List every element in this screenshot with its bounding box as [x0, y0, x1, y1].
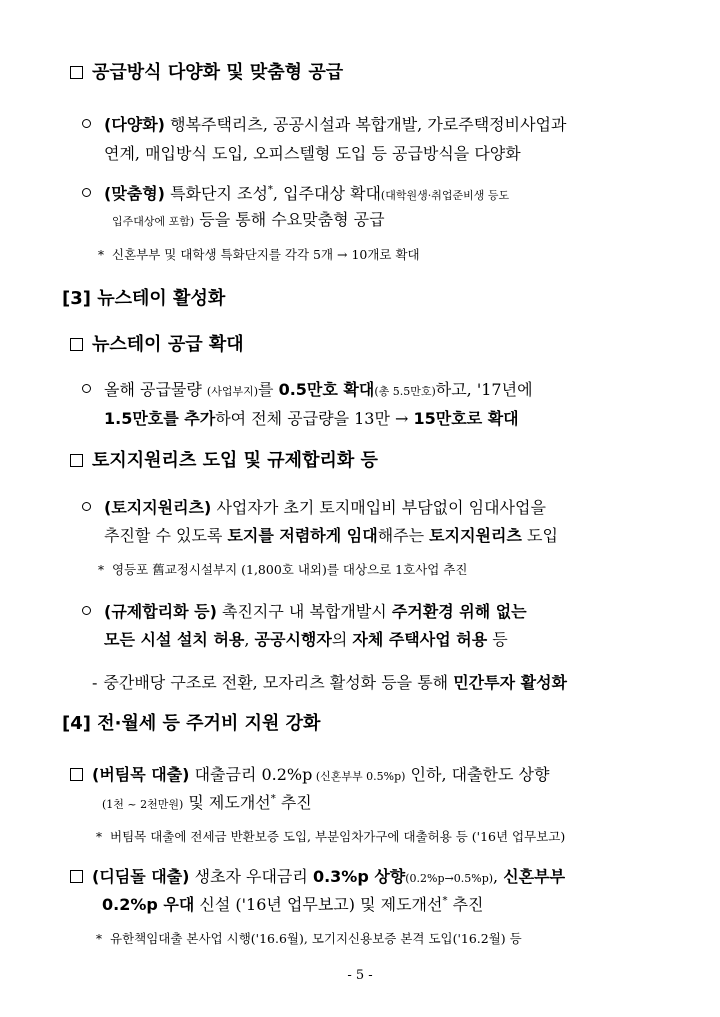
- section-4-title: [4] 전·월세 등 주거비 지원 강화: [62, 713, 321, 734]
- reits-note-text: 영등포 舊교정시설부지 (1,800호 내외)를 대상으로 1호사업 추진: [112, 562, 468, 577]
- custom-text-1b: , 입주대상 확대: [272, 184, 381, 203]
- beotimmok-b: 0.2%p: [261, 765, 313, 784]
- circle-bullet-icon: [82, 502, 91, 511]
- didimdol-star: *: [442, 895, 448, 907]
- reits-text-2b: 토지를 저렴하게 임대: [227, 526, 378, 545]
- regulation-text-1a: 촉진지구 내 복합개발시: [216, 602, 392, 621]
- reits-note: [98, 559, 467, 581]
- beotimmok-note: [96, 826, 565, 848]
- newstay-text-d: 0.5만호 확대: [278, 380, 375, 399]
- supply-note-text: 신혼부부 및 대학생 특화단지를 각각 5개 → 10개로 확대: [112, 247, 420, 262]
- newstay-text-a: 올해 공급물량: [104, 380, 207, 399]
- regulation-bullet-line-2: [104, 629, 508, 651]
- page-number: - 5 -: [347, 968, 373, 983]
- dash-bullet: -: [92, 673, 98, 692]
- beotimmok-label: (버팀목 대출): [92, 765, 190, 784]
- custom-star: *: [267, 184, 273, 196]
- square-bullet-icon: [70, 768, 83, 781]
- supply-heading-row: [70, 62, 343, 84]
- circle-bullet-icon: [82, 119, 91, 128]
- didimdol-i: 추진: [447, 895, 484, 914]
- reits-text-2c: 해주는: [377, 526, 430, 545]
- regulation-text-2b: ,: [244, 630, 255, 649]
- reits-text-2a: 추진할 수 있도록: [104, 526, 228, 545]
- supply-bullet-2-line-2: [112, 209, 385, 233]
- beotimmok-c: (신혼부부 0.5%p): [312, 770, 406, 783]
- square-bullet-icon: [70, 66, 83, 79]
- custom-text-2: 등을 통해 수요맞춤형 공급: [194, 210, 385, 229]
- supply-bullet-2-line-1: [82, 183, 509, 207]
- regulation-dash-line: [92, 672, 567, 694]
- beotimmok-d: 인하, 대출한도 상향: [405, 765, 550, 784]
- reits-heading: 토지지원리츠 도입 및 규제합리화 등: [92, 450, 378, 471]
- circle-bullet-icon: [82, 188, 91, 197]
- regulation-text-2a: 모든 시설 설치 허용: [104, 630, 245, 649]
- didimdol-e: 신혼부부: [503, 867, 566, 886]
- didimdol-line-1: [70, 866, 565, 890]
- regulation-bullet-line-1: [82, 601, 527, 623]
- asterisk-icon: *: [98, 248, 104, 262]
- beotimmok-e: (1천 ~ 2천만원): [102, 798, 184, 811]
- newstay-text-c: 를: [258, 380, 279, 399]
- square-bullet-icon: [70, 454, 83, 467]
- newstay-text-e: (총 5.5만호): [374, 385, 436, 398]
- beotimmok-g: 추진: [275, 793, 312, 812]
- newstay-heading-row: [70, 334, 244, 356]
- beotimmok-f: 및 제도개선: [183, 793, 271, 812]
- diversify-text-2: 연계, 매입방식 도입, 오피스텔형 도입 등 공급방식을 다양화: [104, 144, 521, 163]
- beotimmok-a: 대출금리: [189, 765, 262, 784]
- diversify-text-1: 행복주택리츠, 공공시설과 복합개발, 가로주택정비사업과: [165, 115, 567, 134]
- reits-text-2d: 토지지원리츠: [429, 526, 522, 545]
- beotimmok-star: *: [270, 793, 276, 805]
- circle-bullet-icon: [82, 606, 91, 615]
- reits-text-1: 사업자가 초기 토지매입비 부담없이 임대사업을: [211, 498, 546, 517]
- regulation-text-1b: 주거환경 위해 없는: [391, 602, 527, 621]
- regulation-label: (규제합리화 등): [104, 602, 217, 621]
- reits-label: (토지지원리츠): [104, 498, 212, 517]
- regulation-text-2f: 등: [487, 630, 508, 649]
- newstay-bullet-line-1: [82, 379, 533, 403]
- newstay-text-i: 15만호로 확대: [413, 409, 519, 428]
- supply-heading: 공급방식 다양화 및 맞춤형 공급: [92, 62, 344, 83]
- didimdol-g: 신설 ('16년 업무보고): [194, 895, 356, 914]
- didimdol-c: (0.2%p→0.5%p): [405, 872, 494, 885]
- reits-bullet-line-1: [82, 497, 546, 519]
- square-bullet-icon: [70, 338, 83, 351]
- didimdol-f: 0.2%p 우대: [102, 895, 195, 914]
- custom-text-1a: 특화단지 조성: [165, 184, 268, 203]
- asterisk-icon: *: [96, 830, 102, 844]
- regulation-dash-a: 중간배당 구조로 전환, 모자리츠 활성화 등을 통해: [103, 673, 454, 692]
- didimdol-a: 생초자 우대금리: [189, 867, 313, 886]
- didimdol-h: 및 제도개선: [355, 895, 443, 914]
- didimdol-d: ,: [493, 867, 504, 886]
- regulation-dash-b: 민간투자 활성화: [453, 673, 567, 692]
- regulation-text-2c: 공공시행자: [254, 630, 332, 649]
- reits-bullet-line-2: [104, 525, 558, 547]
- didimdol-note-text: 유한책임대출 본사업 시행('16.6월), 모기지신용보증 본격 도입('16.2월) 등: [110, 931, 522, 946]
- section-3-title: [3] 뉴스테이 활성화: [62, 288, 226, 309]
- newstay-text-g: 1.5만호를 추가: [104, 409, 216, 428]
- didimdol-note: [96, 928, 522, 950]
- beotimmok-line-2: [102, 792, 312, 816]
- newstay-bullet-line-2: [104, 408, 519, 430]
- beotimmok-note-text: 버팀목 대출에 전세금 반환보증 도입, 부분임차가구에 대출허용 등 ('16년 업무보고): [110, 829, 566, 844]
- didimdol-line-2: [102, 894, 483, 916]
- diversify-label: (다양화): [104, 115, 165, 134]
- regulation-text-2e: 자체 주택사업 허용: [352, 630, 488, 649]
- newstay-text-h: 하여 전체 공급량을 13만 →: [215, 409, 414, 428]
- newstay-text-b: (사업부지): [206, 385, 259, 398]
- square-bullet-icon: [70, 870, 83, 883]
- reits-text-2e: 도입: [521, 526, 558, 545]
- custom-small-1: (대학원생·취업준비생 등도: [380, 189, 510, 202]
- reits-heading-row: [70, 450, 378, 472]
- custom-small-2: 입주대상에 포함): [112, 215, 195, 228]
- asterisk-icon: *: [96, 932, 102, 946]
- newstay-text-f: 하고, '17년에: [435, 380, 533, 399]
- newstay-heading: 뉴스테이 공급 확대: [92, 334, 244, 355]
- custom-label: (맞춤형): [104, 184, 165, 203]
- circle-bullet-icon: [82, 384, 91, 393]
- supply-note: [98, 244, 420, 266]
- supply-bullet-1-line-2: [104, 143, 521, 165]
- beotimmok-line-1: [70, 764, 549, 788]
- regulation-text-2d: 의: [331, 630, 353, 649]
- didimdol-b: 0.3%p 상향: [312, 867, 406, 886]
- supply-bullet-1-line-1: [82, 114, 566, 136]
- asterisk-icon: *: [98, 563, 104, 577]
- didimdol-label: (디딤돌 대출): [92, 867, 190, 886]
